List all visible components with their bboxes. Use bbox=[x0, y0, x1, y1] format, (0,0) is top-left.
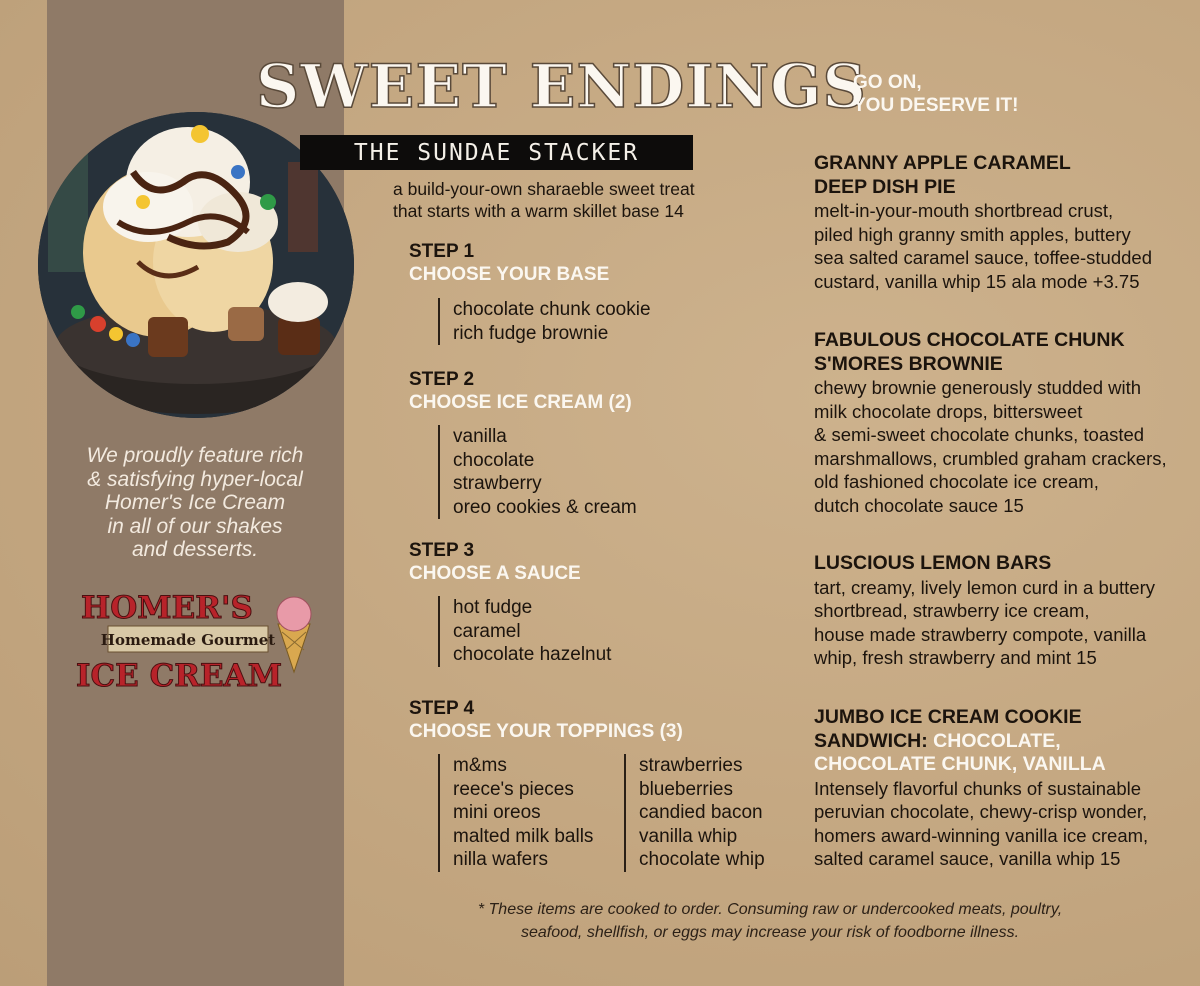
menu-item-title: JUMBO ICE CREAM COOKIE bbox=[814, 706, 1082, 728]
option-item: malted milk balls bbox=[453, 825, 594, 847]
disclaimer-line: seafood, shellfish, or eggs may increase your risk of foodborne illness. bbox=[520, 924, 1020, 941]
menu-item-desc: shortbread, strawberry ice cream, bbox=[814, 600, 1090, 621]
menu-item-desc: tart, creamy, lively lemon curd in a buttery bbox=[814, 576, 1156, 598]
option-item: vanilla whip bbox=[639, 825, 738, 847]
option-item: oreo cookies & cream bbox=[453, 496, 637, 518]
menu-item-desc: peruvian chocolate, chewy-crisp wonder, bbox=[814, 801, 1148, 822]
logo-line2: Homemade Gourmet bbox=[100, 631, 276, 649]
menu-item-granny-apple-pie bbox=[814, 152, 1174, 293]
option-item: strawberry bbox=[453, 473, 542, 494]
menu-item-cookie-sandwich bbox=[814, 706, 1174, 871]
menu-item-desc: Intensely flavorful chunks of sustainable bbox=[814, 777, 1142, 799]
title-dark-part: SANDWICH: bbox=[814, 729, 928, 752]
option-item: hot fudge bbox=[453, 597, 533, 618]
disclaimer bbox=[420, 898, 1120, 944]
menu-item-smores-brownie bbox=[814, 329, 1174, 517]
ice-cream-cone-icon bbox=[277, 597, 311, 672]
step-1-options bbox=[438, 298, 651, 345]
menu-item-desc: chewy brownie generously studded with bbox=[814, 377, 1142, 398]
option-item: chocolate bbox=[453, 449, 535, 471]
step-4-options-col1 bbox=[438, 754, 593, 872]
step-subheading: CHOOSE A SAUCE bbox=[409, 563, 581, 584]
option-item: caramel bbox=[453, 620, 521, 642]
step-subheading: CHOOSE YOUR BASE bbox=[409, 264, 610, 285]
menu-item-desc: whip, fresh strawberry and mint 15 bbox=[814, 647, 1097, 668]
menu-item-desc: dutch chocolate sauce 15 bbox=[814, 494, 1024, 516]
menu-item-desc: custard, vanilla whip 15 ala mode +3.75 bbox=[814, 270, 1140, 292]
step-2 bbox=[409, 368, 632, 414]
tagline-line: Homer's Ice Cream bbox=[104, 491, 286, 514]
header-tagline-line1: GO ON, bbox=[853, 72, 922, 93]
tagline-line: and desserts. bbox=[131, 538, 259, 561]
title-highlight-part: CHOCOLATE, bbox=[927, 729, 1061, 752]
option-item: blueberries bbox=[639, 778, 733, 800]
step-heading: STEP 3 bbox=[409, 540, 475, 561]
option-item: m&ms bbox=[453, 755, 507, 776]
option-item: chocolate chunk cookie bbox=[453, 299, 651, 320]
sundae-stacker-banner: THE SUNDAE STACKER bbox=[300, 135, 693, 170]
menu-item-lemon-bars bbox=[814, 552, 1174, 670]
step-3 bbox=[409, 539, 581, 585]
menu-item-title: FABULOUS CHOCOLATE CHUNK bbox=[814, 329, 1125, 351]
logo-line3: ICE CREAM bbox=[76, 658, 283, 694]
menu-item-desc: salted caramel sauce, vanilla whip 15 bbox=[814, 848, 1121, 869]
menu-item-desc: homers award-winning vanilla ice cream, bbox=[814, 824, 1149, 846]
option-item: vanilla bbox=[453, 426, 507, 447]
option-item: rich fudge brownie bbox=[453, 322, 609, 344]
step-heading: STEP 2 bbox=[409, 369, 475, 390]
step-heading: STEP 4 bbox=[409, 698, 475, 719]
menu-item-title bbox=[814, 730, 1174, 754]
step-3-options bbox=[438, 596, 611, 667]
step-4 bbox=[409, 697, 683, 743]
menu-item-desc: & semi-sweet chocolate chunks, toasted bbox=[814, 424, 1145, 445]
menu-item-title: S'MORES BROWNIE bbox=[814, 352, 1003, 375]
intro-line: that starts with a warm skillet base 14 bbox=[393, 201, 684, 221]
sundae-intro bbox=[393, 178, 695, 222]
menu-item-title: LUSCIOUS LEMON BARS bbox=[814, 552, 1052, 574]
menu-item-desc: piled high granny smith apples, buttery bbox=[814, 223, 1131, 245]
tagline-line: & satisfying hyper-local bbox=[87, 467, 303, 491]
menu-item-desc: melt-in-your-mouth shortbread crust, bbox=[814, 200, 1114, 221]
header-tagline-line2: YOU DESERVE IT! bbox=[853, 95, 1019, 116]
menu-item-title: GRANNY APPLE CARAMEL bbox=[814, 152, 1071, 174]
menu-item-title: DEEP DISH PIE bbox=[814, 175, 956, 198]
option-item: strawberries bbox=[639, 755, 743, 776]
tagline-line: in all of our shakes bbox=[107, 514, 283, 538]
menu-item-desc: sea salted caramel sauce, toffee-studded bbox=[814, 247, 1153, 268]
menu-item-title: CHOCOLATE CHUNK, VANILLA bbox=[814, 753, 1106, 775]
step-2-options bbox=[438, 425, 637, 519]
page-title: SWEET ENDINGS bbox=[256, 52, 867, 122]
logo-line1: HOMER'S bbox=[81, 590, 253, 626]
option-item: reece's pieces bbox=[453, 778, 574, 800]
option-item: nilla wafers bbox=[453, 849, 549, 870]
option-item: mini oreos bbox=[453, 802, 541, 823]
option-item: candied bacon bbox=[639, 802, 763, 823]
menu-item-desc: marshmallows, crumbled graham crackers, bbox=[814, 447, 1167, 469]
step-4-options-col2 bbox=[624, 754, 765, 872]
homers-tagline bbox=[60, 444, 330, 562]
option-item: chocolate hazelnut bbox=[453, 644, 612, 665]
step-subheading: CHOOSE ICE CREAM (2) bbox=[409, 392, 632, 413]
step-1 bbox=[409, 240, 609, 286]
intro-line: a build-your-own sharaeble sweet treat bbox=[393, 179, 695, 199]
homers-ice-cream-logo bbox=[76, 584, 322, 696]
step-subheading: CHOOSE YOUR TOPPINGS (3) bbox=[409, 721, 683, 742]
disclaimer-line: * These items are cooked to order. Consuming raw or undercooked meats, poultry, bbox=[477, 901, 1063, 918]
step-heading: STEP 1 bbox=[409, 241, 475, 262]
menu-item-desc: old fashioned chocolate ice cream, bbox=[814, 471, 1099, 492]
tagline-line: We proudly feature rich bbox=[86, 444, 304, 467]
menu-item-desc: house made strawberry compote, vanilla bbox=[814, 623, 1147, 645]
menu-item-desc: milk chocolate drops, bittersweet bbox=[814, 400, 1083, 422]
option-item: chocolate whip bbox=[639, 849, 765, 870]
